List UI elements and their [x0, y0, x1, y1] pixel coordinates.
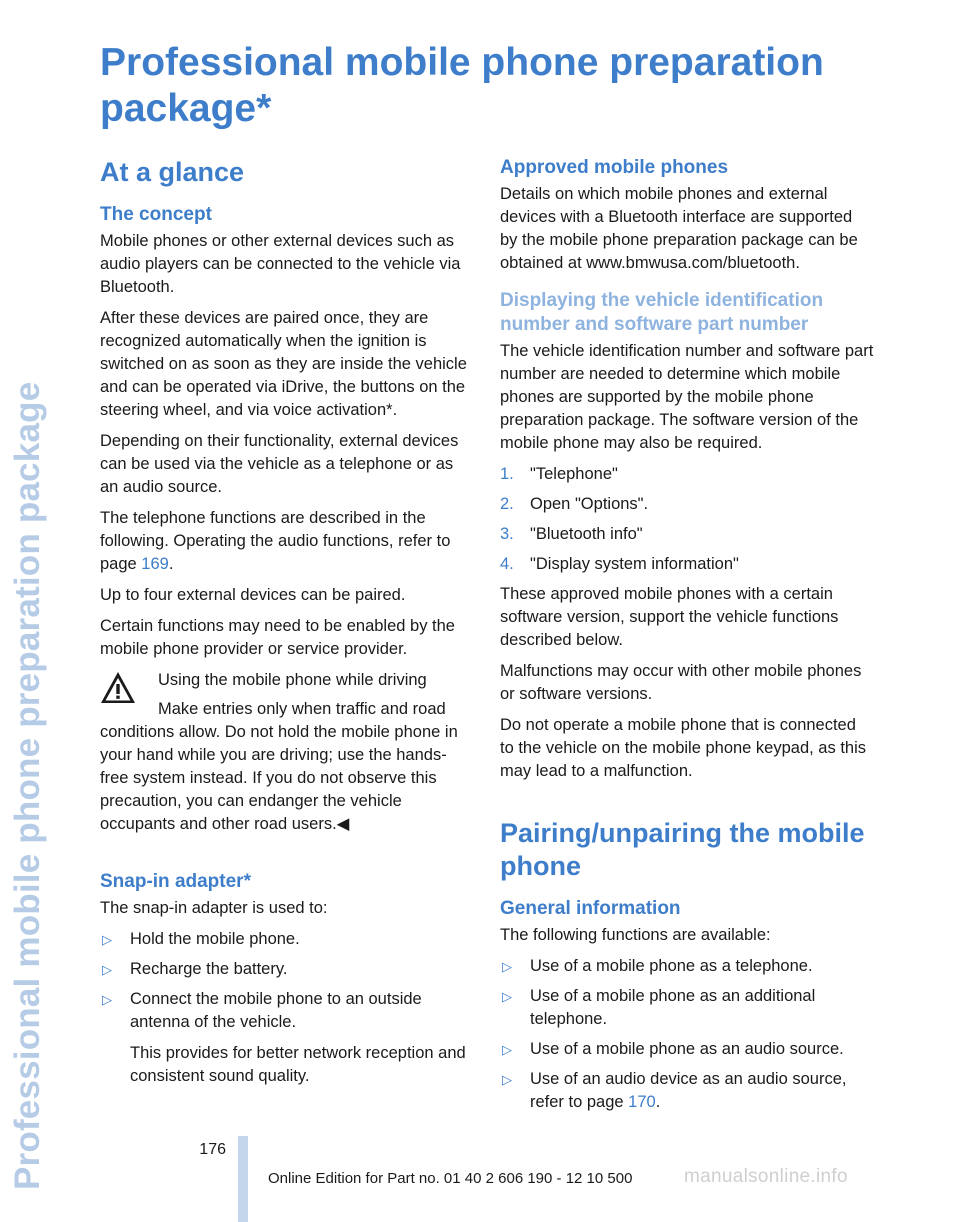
- list-item: [500, 955, 874, 978]
- page-number: 176: [199, 1141, 226, 1158]
- list-item-text: Recharge the battery.: [130, 960, 288, 978]
- list-item: [100, 958, 474, 981]
- concept-paragraph-2: After these devices are paired once, they are recognized automatically when the ignition is switched on as soon as they are inside the vehicle and can be operated via iDrive, the buttons on the steering wheel, and via voice activation*.: [100, 309, 467, 419]
- list-item-text: Use of an audio device as an audio source, refer to page: [530, 1070, 847, 1111]
- list-item-note: This provides for better network reception and consistent sound quality.: [130, 1044, 466, 1085]
- step-text: Open "Options".: [530, 495, 649, 513]
- list-item-text: Connect the mobile phone to an outside antenna of the vehicle.: [130, 990, 422, 1031]
- left-column: [100, 156, 474, 1095]
- heading-pairing-unpairing: Pairing/unpairing the mobile phone: [500, 818, 865, 881]
- concept-paragraph-4-text: The telephone functions are described in the following. Operating the audio functions, refer to page: [100, 509, 451, 573]
- step-item: [500, 493, 874, 516]
- right-column: [500, 156, 874, 1121]
- vin-paragraph-2: These approved mobile phones with a certain software version, support the vehicle functions described below.: [500, 585, 839, 649]
- triangle-bullet-icon: ▷: [102, 962, 112, 977]
- general-functions-list: [500, 955, 874, 1114]
- warning-heading: Using the mobile phone while driving: [158, 671, 427, 689]
- vin-paragraph-4: Do not operate a mobile phone that is connected to the vehicle on the mobile phone keypad, as this may lead to a malfunction.: [500, 716, 866, 780]
- heading-snap-in-adapter: Snap-in adapter*: [100, 871, 251, 892]
- step-item: [500, 463, 874, 486]
- step-text: "Bluetooth info": [530, 525, 643, 543]
- step-number: 2.: [500, 495, 514, 513]
- page-title: Professional mobile phone preparation package*: [100, 41, 824, 130]
- vin-paragraph-3: Malfunctions may occur with other mobile phones or software versions.: [500, 662, 862, 703]
- concept-paragraph-6: Certain functions may need to be enabled by the mobile phone provider or service provider.: [100, 617, 455, 658]
- list-item-text: Use of a mobile phone as an additional telephone.: [530, 987, 816, 1028]
- list-item-end: .: [655, 1093, 661, 1111]
- list-item-text: Hold the mobile phone.: [130, 930, 300, 948]
- triangle-bullet-icon: ▷: [102, 932, 112, 947]
- triangle-bullet-icon: ▷: [502, 989, 512, 1004]
- list-item: [100, 928, 474, 951]
- heading-the-concept: The concept: [100, 204, 212, 225]
- list-item: [500, 985, 874, 1031]
- heading-approved-mobile-phones: Approved mobile phones: [500, 157, 729, 178]
- step-item: [500, 553, 874, 576]
- approved-paragraph: Details on which mobile phones and external devices with a Bluetooth interface are supported by the mobile phone preparation package can be obtained at www.bmwusa.com/bluetooth.: [500, 185, 858, 272]
- warning-block: [100, 669, 474, 836]
- list-item: [500, 1068, 874, 1114]
- watermark: manualsonline.info: [684, 1166, 848, 1187]
- page-link-170[interactable]: 170: [628, 1093, 656, 1111]
- concept-paragraph-4-end: .: [168, 555, 174, 573]
- list-item: [500, 1038, 874, 1061]
- steps-list: [500, 463, 874, 576]
- concept-paragraph-4: [100, 507, 474, 576]
- triangle-bullet-icon: ▷: [502, 1072, 512, 1087]
- footer-divider-bar: [238, 1136, 248, 1222]
- triangle-bullet-icon: ▷: [502, 959, 512, 974]
- sidebar-chapter-title-text: Professional mobile phone preparation package: [8, 381, 47, 1190]
- step-number: 4.: [500, 555, 514, 573]
- step-text: "Telephone": [530, 465, 618, 483]
- sidebar-chapter-title: [0, 0, 62, 1222]
- triangle-bullet-icon: ▷: [102, 992, 112, 1007]
- warning-text: Make entries only when traffic and road conditions allow. Do not hold the mobile phone in your hand while you are driving; use the hands-free system instead. If you do not observe this precaution, you can endanger the vehicle occupants and other road users.◀: [100, 700, 458, 833]
- triangle-bullet-icon: ▷: [502, 1042, 512, 1057]
- heading-displaying-vin: Displaying the vehicle identification number and software part number: [500, 290, 824, 335]
- concept-paragraph-5: Up to four external devices can be paired.: [100, 586, 406, 604]
- page-link-169[interactable]: 169: [141, 555, 169, 573]
- snap-intro: The snap-in adapter is used to:: [100, 899, 328, 917]
- vin-paragraph-1: The vehicle identification number and software part number are needed to determine which mobile phones are supported by the mobile phone preparation package. The software version of the mobile phone may also be required.: [500, 342, 874, 452]
- concept-paragraph-3: Depending on their functionality, external devices can be used via the vehicle as a telephone or as an audio source.: [100, 432, 459, 496]
- step-text: "Display system information": [530, 555, 739, 573]
- snap-adapter-list: [100, 928, 474, 1088]
- step-number: 1.: [500, 465, 514, 483]
- step-number: 3.: [500, 525, 514, 543]
- concept-paragraph-1: Mobile phones or other external devices such as audio players can be connected to the vehicle via Bluetooth.: [100, 232, 461, 296]
- list-item-text: Use of a mobile phone as an audio source.: [530, 1040, 844, 1058]
- heading-at-a-glance: At a glance: [100, 157, 245, 187]
- list-item-text: Use of a mobile phone as a telephone.: [530, 957, 813, 975]
- edition-footer: Online Edition for Part no. 01 40 2 606 190 - 12 10 500: [268, 1170, 633, 1187]
- list-item: [100, 988, 474, 1088]
- heading-general-information: General information: [500, 898, 681, 919]
- step-item: [500, 523, 874, 546]
- warning-triangle-icon: [100, 671, 136, 704]
- general-intro: The following functions are available:: [500, 926, 771, 944]
